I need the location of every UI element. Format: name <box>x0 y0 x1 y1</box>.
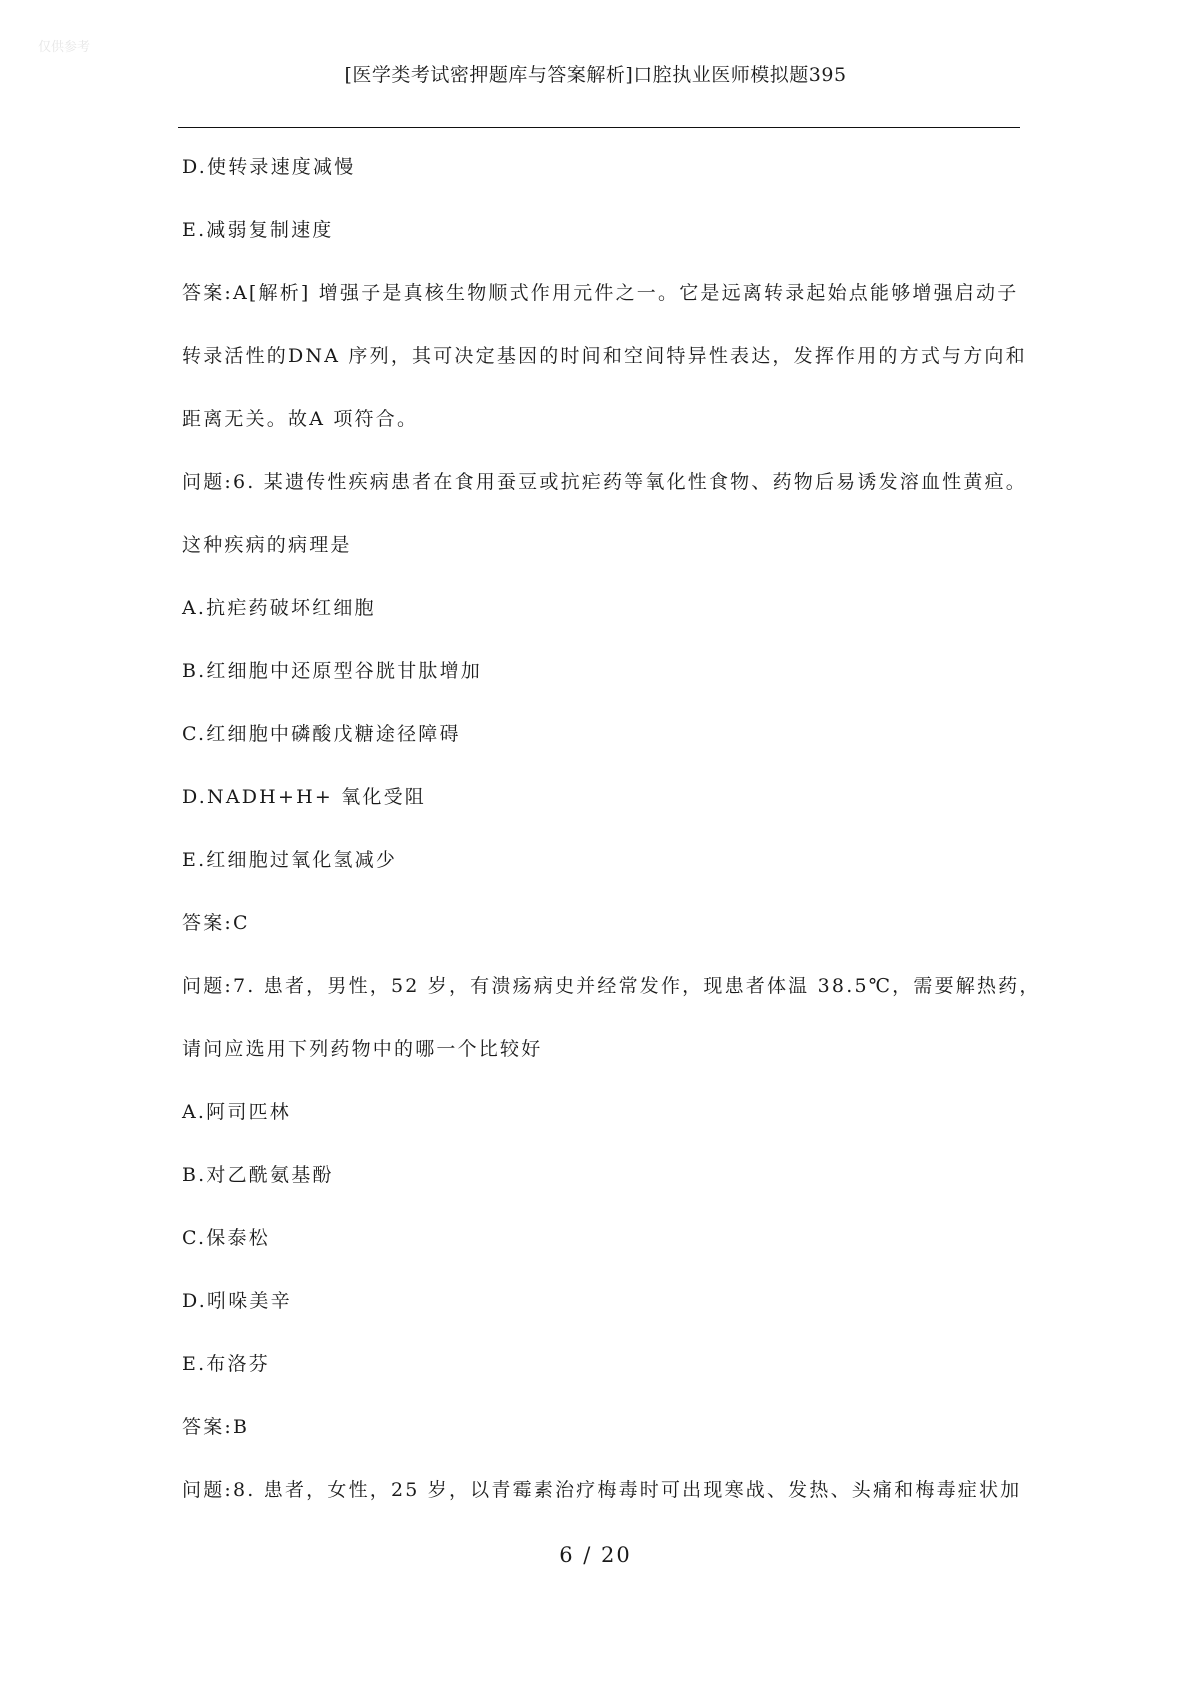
answer-q5-line-3: 距离无关。故A 项符合。 <box>182 408 419 430</box>
option-c-q6: C.红细胞中磷酸戊糖途径障碍 <box>182 723 461 745</box>
question-7-line-2: 请问应选用下列药物中的哪一个比较好 <box>182 1038 543 1060</box>
option-b-q6: B.红细胞中还原型谷胱甘肽增加 <box>182 660 483 682</box>
option-e-q7: E.布洛芬 <box>182 1353 270 1375</box>
watermark-text: 仅供参考 <box>38 40 91 55</box>
option-c-q7: C.保泰松 <box>182 1227 270 1249</box>
answer-q5-line-2: 转录活性的DNA 序列，其可决定基因的时间和空间特异性表达，发挥作用的方式与方向和 <box>182 345 1027 367</box>
option-a-q7: A.阿司匹林 <box>182 1101 291 1123</box>
document-body <box>182 154 1041 1540</box>
option-d-q6: D.NADH+H+ 氧化受阻 <box>182 786 426 808</box>
header-divider <box>178 127 1020 128</box>
question-8-line-1: 问题:8. 患者，女性，25 岁，以青霉素治疗梅毒时可出现寒战、发热、头痛和梅毒症状加 <box>182 1479 1022 1501</box>
answer-q5-line-1: 答案:A[解析] 增强子是真核生物顺式作用元件之一。它是远离转录起始点能够增强启动子 <box>182 282 1019 304</box>
option-e-q6: E.红细胞过氧化氢减少 <box>182 849 398 871</box>
answer-q6: 答案:C <box>182 912 250 934</box>
option-e-q5: E.减弱复制速度 <box>182 219 334 241</box>
option-a-q6: A.抗疟药破坏红细胞 <box>182 597 376 619</box>
question-6-line-1: 问题:6. 某遗传性疾病患者在食用蚕豆或抗疟药等氧化性食物、药物后易诱发溶血性黄疸。 <box>182 471 1027 493</box>
question-6-line-2: 这种疾病的病理是 <box>182 534 352 556</box>
option-b-q7: B.对乙酰氨基酚 <box>182 1164 334 1186</box>
answer-q7: 答案:B <box>182 1416 250 1438</box>
page-header-title: [医学类考试密押题库与答案解析]口腔执业医师模拟题395 <box>344 64 847 86</box>
page-number: 6 / 20 <box>559 1543 632 1567</box>
option-d-q7: D.吲哚美辛 <box>182 1290 292 1312</box>
option-d-q5: D.使转录速度减慢 <box>182 156 356 178</box>
question-7-line-1: 问题:7. 患者，男性，52 岁，有溃疡病史并经常发作，现患者体温 38.5℃，需要解热药， <box>182 975 1041 997</box>
